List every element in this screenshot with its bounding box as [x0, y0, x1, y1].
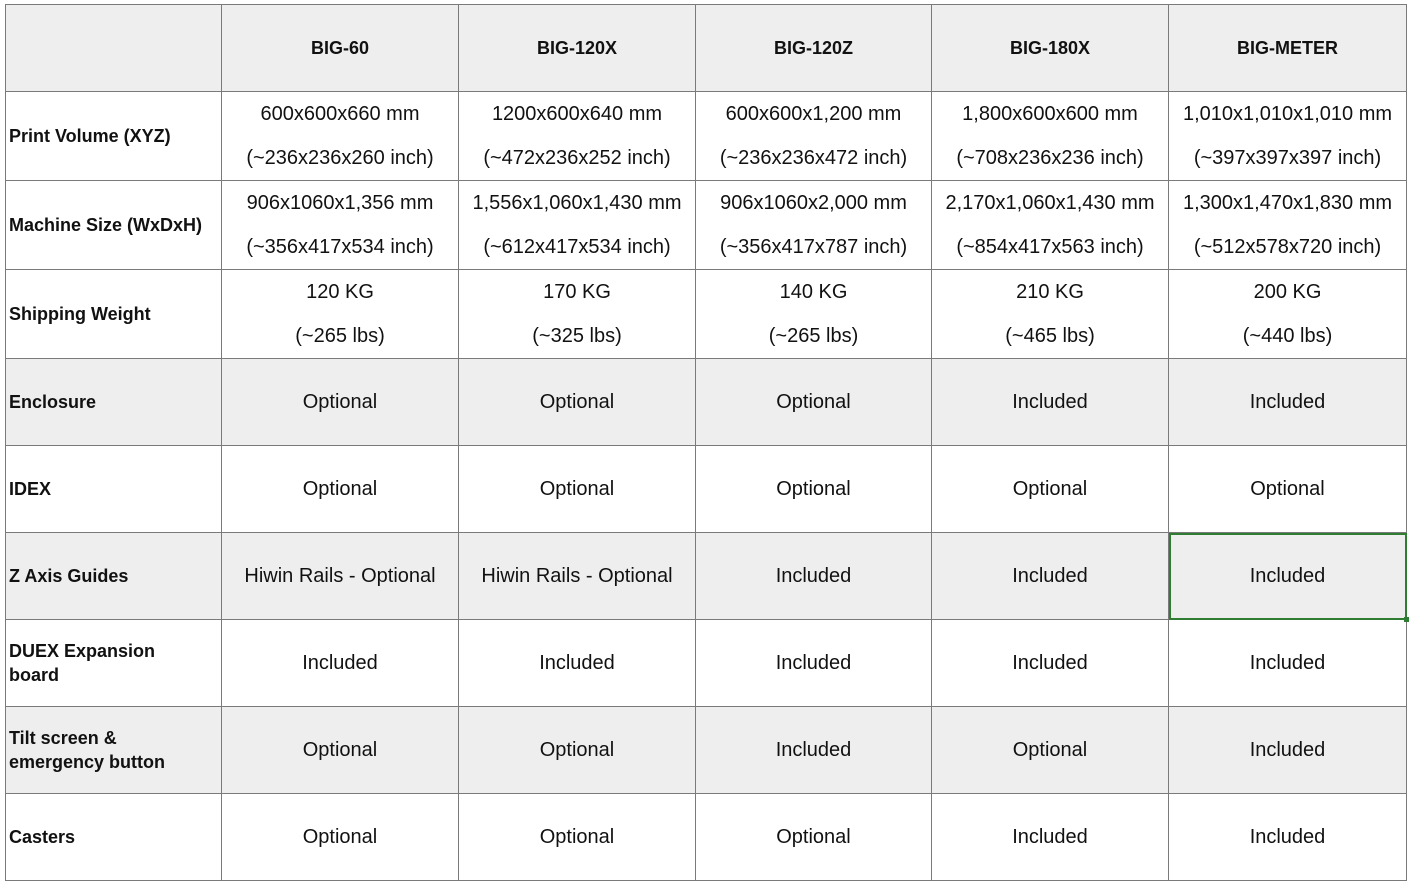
row-label-enclosure[interactable]: Enclosure: [6, 359, 222, 446]
cell-value: 210 KG: [1016, 281, 1084, 303]
cell-value-inch: (~512x578x720 inch): [1193, 236, 1382, 258]
table-cell[interactable]: Optional: [1169, 446, 1407, 533]
table-cell[interactable]: Optional: [932, 446, 1169, 533]
row-casters: [6, 794, 1407, 881]
cell-value-inch: (~236x236x472 inch): [719, 147, 908, 169]
row-label-idex[interactable]: IDEX: [6, 446, 222, 533]
cell-value-inch: (~356x417x787 inch): [719, 236, 908, 258]
table-cell[interactable]: [932, 92, 1169, 181]
comparison-table: [5, 4, 1407, 881]
row-label-tilt-screen[interactable]: [6, 707, 222, 794]
table-cell[interactable]: Optional: [222, 359, 459, 446]
cell-value-inch: (~472x236x252 inch): [483, 147, 671, 169]
cell-value-inch: (~356x417x534 inch): [246, 236, 434, 258]
header-cell-empty[interactable]: [6, 5, 222, 92]
cell-value: Included: [1249, 564, 1326, 587]
cell-value: 600x600x660 mm: [260, 103, 420, 125]
table-cell[interactable]: [696, 92, 932, 181]
table-cell[interactable]: Included: [932, 533, 1169, 620]
row-label-duex-expansion[interactable]: [6, 620, 222, 707]
row-tilt-screen: [6, 707, 1407, 794]
table-cell[interactable]: [696, 181, 932, 270]
table-cell[interactable]: Optional: [459, 359, 696, 446]
cell-value: 1,800x600x600 mm: [962, 103, 1138, 125]
table-cell[interactable]: Optional: [459, 707, 696, 794]
table-cell[interactable]: Optional: [932, 707, 1169, 794]
table-cell[interactable]: Optional: [696, 446, 932, 533]
cell-value: 120 KG: [306, 281, 374, 303]
row-duex-expansion: [6, 620, 1407, 707]
row-shipping-weight: [6, 270, 1407, 359]
cell-value-lbs: (~325 lbs): [532, 325, 622, 347]
selected-cell[interactable]: [1169, 533, 1407, 620]
cell-value-lbs: (~265 lbs): [295, 325, 385, 347]
table-cell[interactable]: [222, 92, 459, 181]
table-cell[interactable]: Included: [1169, 359, 1407, 446]
table-cell[interactable]: Included: [1169, 620, 1407, 707]
row-label-machine-size[interactable]: Machine Size (WxDxH): [6, 181, 222, 270]
cell-value: 170 KG: [543, 281, 611, 303]
label-line: board: [9, 665, 60, 685]
table-cell[interactable]: Optional: [696, 794, 932, 881]
row-enclosure: [6, 359, 1407, 446]
table-cell[interactable]: Hiwin Rails - Optional: [222, 533, 459, 620]
table-cell[interactable]: Included: [932, 620, 1169, 707]
cell-value: 906x1060x2,000 mm: [720, 192, 907, 214]
table-cell[interactable]: [1169, 270, 1407, 359]
header-cell-big-meter[interactable]: BIG-METER: [1169, 5, 1407, 92]
row-machine-size: [6, 181, 1407, 270]
table-cell[interactable]: [1169, 92, 1407, 181]
header-cell-big-120x[interactable]: BIG-120X: [459, 5, 696, 92]
table-cell[interactable]: Optional: [696, 359, 932, 446]
cell-value-inch: (~708x236x236 inch): [956, 147, 1144, 169]
table-cell[interactable]: [1169, 181, 1407, 270]
table-cell[interactable]: [932, 270, 1169, 359]
fill-handle[interactable]: [1404, 617, 1409, 622]
cell-value: 1,300x1,470x1,830 mm: [1182, 192, 1393, 214]
header-cell-big-60[interactable]: BIG-60: [222, 5, 459, 92]
cell-value: 200 KG: [1253, 281, 1322, 303]
table-cell[interactable]: Included: [1169, 707, 1407, 794]
header-cell-big-180x[interactable]: BIG-180X: [932, 5, 1169, 92]
cell-value: 1,556x1,060x1,430 mm: [472, 192, 682, 214]
row-label-shipping-weight[interactable]: Shipping Weight: [6, 270, 222, 359]
cell-value-lbs: (~465 lbs): [1005, 325, 1095, 347]
header-cell-big-120z[interactable]: BIG-120Z: [696, 5, 932, 92]
table-cell[interactable]: [459, 181, 696, 270]
table-cell[interactable]: Included: [932, 359, 1169, 446]
row-idex: [6, 446, 1407, 533]
label-line: Tilt screen &: [9, 728, 117, 748]
table-cell[interactable]: Optional: [459, 794, 696, 881]
table-cell[interactable]: Included: [696, 707, 932, 794]
cell-value: 1,010x1,010x1,010 mm: [1182, 103, 1393, 125]
cell-value: 600x600x1,200 mm: [725, 103, 902, 125]
table-cell[interactable]: Included: [459, 620, 696, 707]
cell-value: 1200x600x640 mm: [491, 103, 663, 125]
table-cell[interactable]: Optional: [222, 446, 459, 533]
cell-value-lbs: (~265 lbs): [768, 325, 859, 347]
table-cell[interactable]: Included: [932, 794, 1169, 881]
cell-value-inch: (~236x236x260 inch): [246, 147, 434, 169]
table-cell[interactable]: [696, 270, 932, 359]
row-z-axis-guides: [6, 533, 1407, 620]
table-cell[interactable]: [459, 92, 696, 181]
cell-value-lbs: (~440 lbs): [1242, 325, 1333, 347]
table-cell[interactable]: [459, 270, 696, 359]
table-cell[interactable]: [222, 270, 459, 359]
cell-value-inch: (~397x397x397 inch): [1193, 147, 1382, 169]
table-cell[interactable]: Optional: [222, 794, 459, 881]
cell-value-inch: (~854x417x563 inch): [956, 236, 1144, 258]
table-cell[interactable]: Included: [696, 533, 932, 620]
row-label-casters[interactable]: Casters: [6, 794, 222, 881]
table-cell[interactable]: Hiwin Rails - Optional: [459, 533, 696, 620]
table-cell[interactable]: Included: [222, 620, 459, 707]
row-print-volume: [6, 92, 1407, 181]
label-line: emergency button: [9, 752, 166, 772]
label-line: DUEX Expansion: [9, 641, 156, 661]
cell-value: 140 KG: [779, 281, 848, 303]
row-label-print-volume[interactable]: Print Volume (XYZ): [6, 92, 222, 181]
header-row: [6, 5, 1407, 92]
table-cell[interactable]: Included: [1169, 794, 1407, 881]
table-cell[interactable]: Included: [696, 620, 932, 707]
cell-value-inch: (~612x417x534 inch): [483, 236, 671, 258]
table-cell[interactable]: Optional: [222, 707, 459, 794]
table-cell[interactable]: [932, 181, 1169, 270]
row-label-z-axis-guides[interactable]: Z Axis Guides: [6, 533, 222, 620]
table-cell[interactable]: [222, 181, 459, 270]
cell-value: 2,170x1,060x1,430 mm: [945, 192, 1155, 214]
cell-value: 906x1060x1,356 mm: [246, 192, 434, 214]
table-cell[interactable]: Optional: [459, 446, 696, 533]
